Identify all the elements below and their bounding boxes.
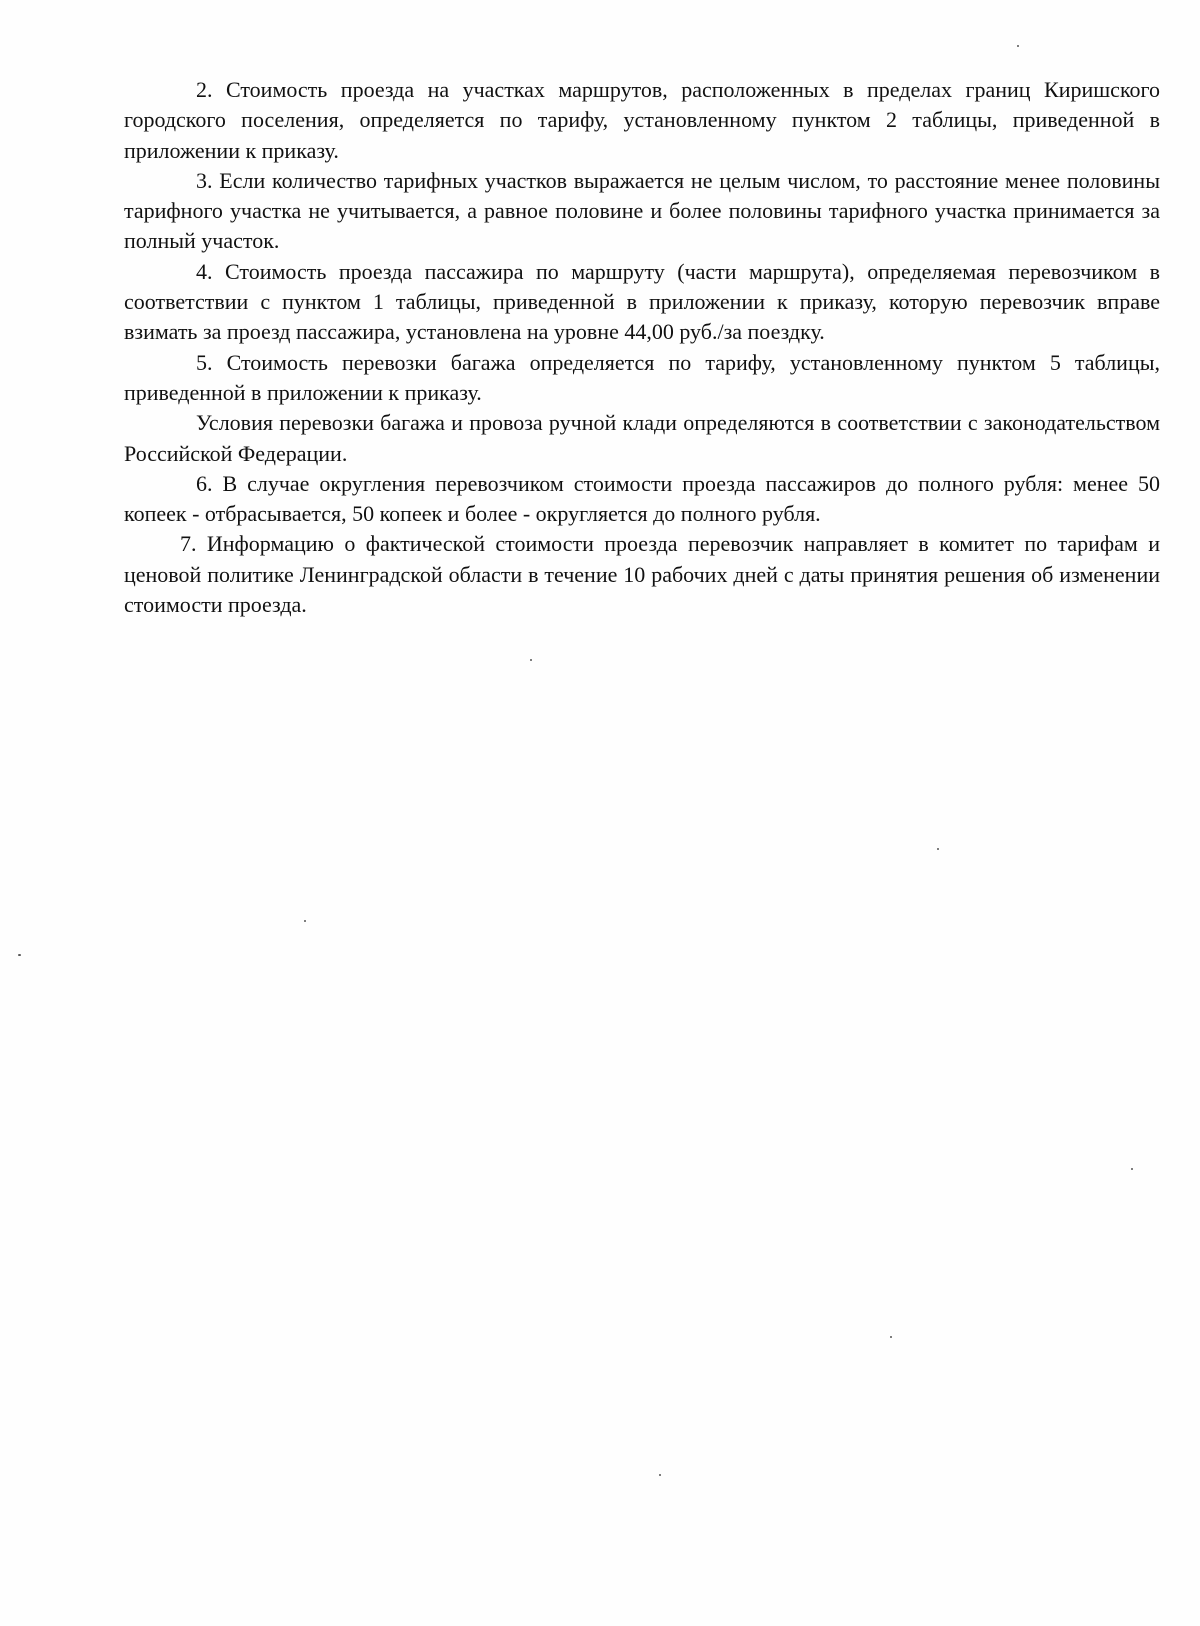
document-body bbox=[124, 75, 1160, 620]
paragraph-6: 6. В случае округления перевозчиком стоимости проезда пассажиров до полного рубля: менее 50 копеек - отбрасывается, 50 копеек и более - округляется до полного рубля. bbox=[124, 470, 1160, 527]
scan-speck bbox=[18, 954, 21, 956]
paragraph-7: 7. Информацию о фактической стоимости проезда перевозчик направляет в комитет по тарифам и ценовой политике Ленинградской области в течение 10 рабочих дней с даты принятия решения об изменении стоимости проезда. bbox=[124, 531, 1160, 618]
scan-speck bbox=[937, 848, 939, 850]
scan-speck bbox=[659, 1474, 661, 1476]
scan-speck bbox=[890, 1336, 892, 1338]
paragraph-4: 4. Стоимость проезда пассажира по маршруту (части маршрута), определяемая перевозчиком в соответствии с пунктом 1 таблицы, приведенной в приложении к приказу, которую перевозчик вправе взимать за проезд пассажира, установлена на уровне 44,00 руб./за поездку. bbox=[124, 258, 1160, 345]
scan-speck bbox=[1017, 45, 1019, 47]
paragraph-2: 2. Стоимость проезда на участках маршрутов, расположенных в пределах границ Киришского городского поселения, определяется по тарифу, установленному пунктом 2 таблицы, приведенной в приложении к приказу. bbox=[124, 77, 1160, 163]
scan-speck bbox=[304, 920, 306, 922]
paragraph-3: 3. Если количество тарифных участков выражается не целым числом, то расстояние менее половины тарифного участка не учитывается, а равное половине и более половины тарифного участка принимается за полный участок. bbox=[124, 167, 1160, 254]
scan-speck bbox=[1131, 1168, 1133, 1170]
scan-speck bbox=[530, 659, 532, 661]
paragraph-5: 5. Стоимость перевозки багажа определяется по тарифу, установленному пунктом 5 таблицы, приведенной в приложении к приказу. bbox=[124, 349, 1160, 405]
paragraph-5-conditions: Условия перевозки багажа и провоза ручной клади определяются в соответствии с законодательством Российской Федерации. bbox=[124, 410, 1160, 466]
